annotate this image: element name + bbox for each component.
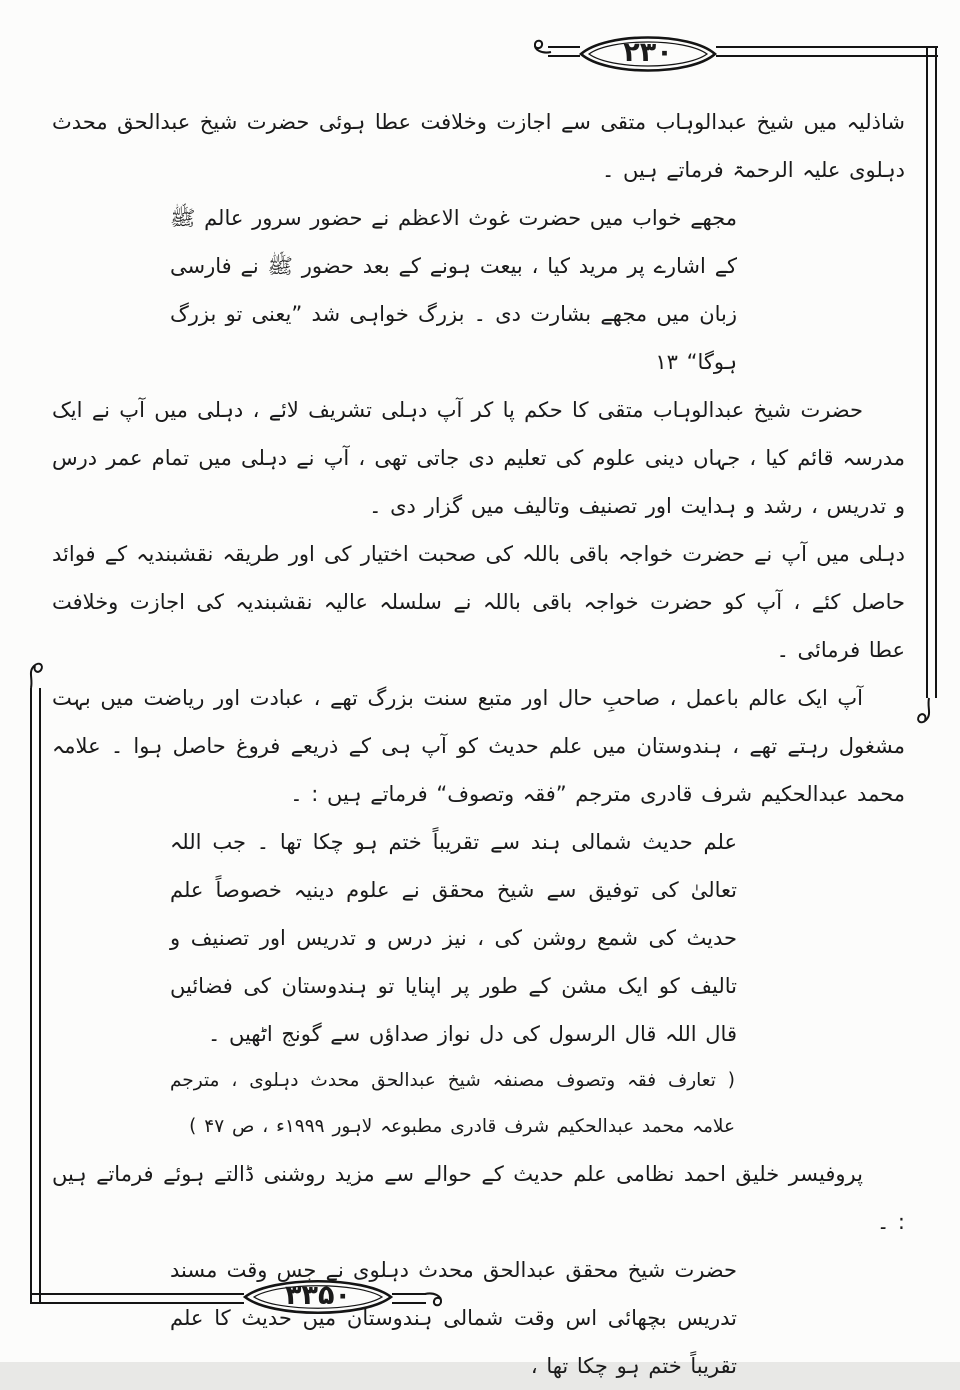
paragraph-body: شاذلیہ میں شیخ عبدالوہاب متقی سے اجازت وخلافت عطا ہوئی حضرت شیخ عبدالحق محدث دہلوی علیہ الرحمۃ فرماتے ہیں ۔: [52, 110, 905, 182]
frame-right-line: [926, 46, 937, 698]
frame-top-line: [716, 46, 938, 57]
frame-curl-right-icon: [914, 698, 938, 732]
frame-curl-left-icon: [22, 658, 46, 692]
paragraph-body: دہلی میں آپ نے حضرت خواجہ باقی باللہ کی صحبت اختیار کی اور طریقہ نقشبندیہ کے فوائد حاصل کئے ، آپ کو حضرت خواجہ باقی باللہ نے سلسلہ عالیہ نقشبندیہ کی اجازت وخلافت عطا فرمائی ۔: [52, 542, 905, 662]
page-number-cartouche-top: [578, 28, 718, 80]
paragraph-citation: ( تعارف فقہ وتصوف مصنفہ شیخ عبدالحق محدث دہلوی ، مترجم علامہ محمد عبدالحکیم شرف قادری مطبوعہ لاہور ۱۹۹۹ء ، ص ۴۷ ): [170, 1070, 735, 1137]
paragraph-quote: مجھے خواب میں حضرت غوث الاعظم نے حضور سرور عالم ﷺ کے اشارے پر مرید کیا ، بیعت ہونے کے بعد حضور ﷺ نے فارسی زبان میں مجھے بشارت دی ۔ بزرگ خواہی شد ”یعنی تو بزرگ ہوگا“ ۱۳: [170, 206, 737, 374]
frame-top-line-left-stub: [548, 46, 580, 57]
page-number-top: ۲۳۰: [623, 36, 673, 68]
frame-left-line: [30, 688, 41, 1302]
page-number-bottom: ۳۳۵۰: [285, 1279, 351, 1311]
paragraph-quote: علم حدیث شمالی ہند سے تقریباً ختم ہو چکا تھا ۔ جب اللہ تعالیٰ کی توفیق سے شیخ محقق نے علوم دینیہ خصوصاً علم حدیث کی شمع روشن کی ، نیز درس و تدریس اور تصنیف و تالیف کو ایک مشن کے طور پر اپنایا تو ہندوستان کی فضائیں قال اللہ قال الرسول کی دل نواز صداؤں سے گونج اٹھیں ۔: [170, 830, 737, 1046]
paragraph-body: حضرت شیخ عبدالوہاب متقی کا حکم پا کر آپ دہلی تشریف لائے ، دہلی میں آپ نے ایک مدرسہ قائم کیا ، جہاں دینی علوم کی تعلیم دی جاتی تھی ، آپ نے دہلی میں تمام عمر درس و تدریس ، رشد و ہدایت اور تصنیف وتالیف میں گزار دی ۔: [52, 398, 905, 518]
paragraph-body: آپ ایک عالم باعمل ، صاحبِ حال اور متبع سنت بزرگ تھے ، عبادت اور ریاضت میں بہت مشغول رہتے تھے ، ہندوستان میں علم حدیث کو آپ ہی کے ذریعے فروغ حاصل ہوا ۔ علامہ محمد عبدالحکیم شرف قادری مترجم ”فقہ وتصوف“ فرماتے ہیں : ۔: [52, 686, 905, 806]
paragraph-body: پروفیسر خلیق احمد نظامی علم حدیث کے حوالے سے مزید روشنی ڈالتے ہوئے فرماتے ہیں : ۔: [52, 1162, 905, 1234]
paragraph-quote: حضرت شیخ محقق عبدالحق محدث دہلوی نے جس وقت مسند تدریس بچھائی اس وقت شمالی ہندوستان میں حدیث کا علم تقریباً ختم ہو چکا تھا ،: [170, 1258, 737, 1378]
